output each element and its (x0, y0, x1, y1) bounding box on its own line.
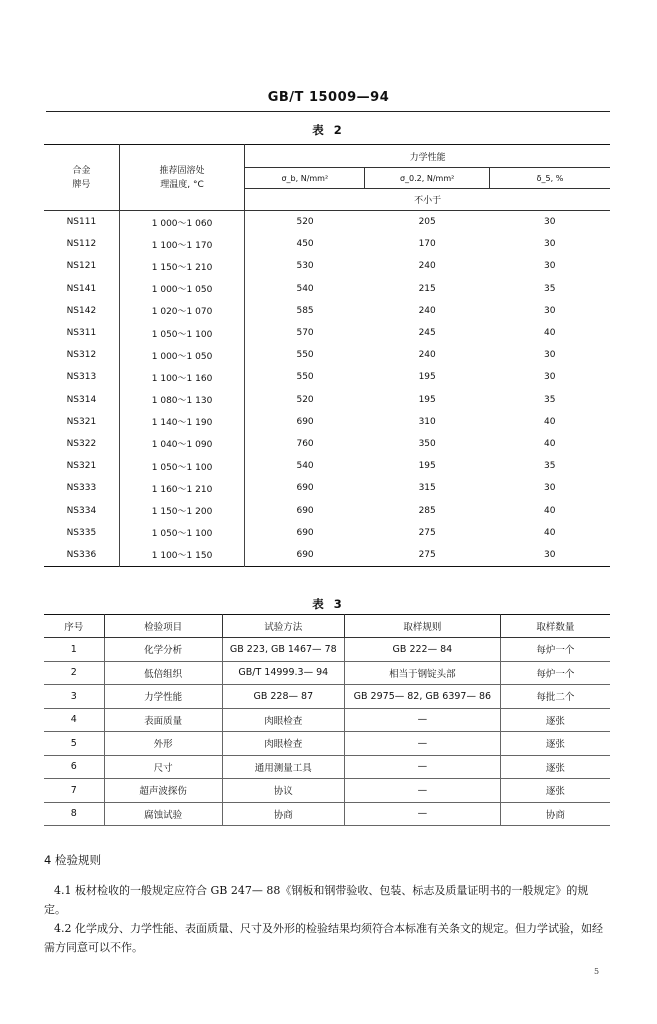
item-cell: 尺寸 (104, 755, 222, 779)
item-cell: 低倍组织 (104, 661, 222, 685)
seq-cell: 8 (44, 802, 104, 826)
sampling-qty-cell: 逐张 (500, 755, 610, 779)
table-3 (44, 614, 610, 826)
sampling-qty-cell: 协商 (500, 802, 610, 826)
table2-caption: 表 2 (312, 123, 345, 137)
sigma-02-cell: 310 (418, 416, 436, 427)
table-row (44, 685, 610, 709)
grade-cell: NS121 (44, 255, 119, 277)
sigma-02-cell: 205 (418, 217, 436, 228)
table3-caption: 表 3 (312, 597, 345, 611)
sigma-02-cell: 215 (418, 283, 436, 294)
table-row (44, 732, 610, 756)
temp-cell: 1 000～1 060 (119, 211, 245, 234)
table-row (44, 300, 610, 322)
method-cell: 肉眼检查 (222, 732, 344, 756)
clause-4-1: 4.1 板材检收的一般规定应符合 GB 247— 88《钢板和钢带验收、包装、标志及质量证明书的一般规定》的规定。 (44, 884, 589, 916)
header-sampling-qty: 取样数量 (500, 615, 610, 638)
sigma-02-cell: 275 (418, 549, 436, 560)
seq-cell: 7 (44, 779, 104, 803)
temp-cell: 1 100～1 170 (119, 233, 245, 255)
grade-cell: NS311 (44, 322, 119, 344)
table-row (44, 499, 610, 521)
sampling-rule-cell: GB 222— 84 (344, 638, 500, 662)
sampling-rule-cell: — (344, 802, 500, 826)
delta5-cell: 40 (543, 527, 556, 538)
sigma-b-cell: 550 (296, 350, 314, 361)
delta5-cell: 35 (543, 394, 556, 405)
header-sampling-rule: 取样规则 (344, 615, 500, 638)
header-method: 试验方法 (222, 615, 344, 638)
sampling-rule-cell: — (344, 732, 500, 756)
method-cell: 肉眼检查 (222, 708, 344, 732)
sigma-02-cell: 195 (418, 394, 436, 405)
delta5-cell: 30 (543, 261, 556, 272)
grade-cell: NS321 (44, 455, 119, 477)
delta5-cell: 40 (543, 328, 556, 339)
header-seq: 序号 (44, 615, 104, 638)
grade-cell: NS334 (44, 499, 119, 521)
sigma-b-cell: 520 (296, 394, 314, 405)
sigma-02-cell: 350 (418, 438, 436, 449)
method-cell: 协商 (222, 802, 344, 826)
seq-cell: 4 (44, 708, 104, 732)
sigma-b-cell: 540 (296, 283, 314, 294)
delta5-cell: 30 (543, 350, 556, 361)
seq-cell: 5 (44, 732, 104, 756)
item-cell: 外形 (104, 732, 222, 756)
sampling-qty-cell: 每炉一个 (500, 638, 610, 662)
sigma-b-cell: 520 (296, 217, 314, 228)
table-row (44, 389, 610, 411)
sampling-qty-cell: 逐张 (500, 779, 610, 803)
sampling-rule-cell: 相当于钢锭头部 (344, 661, 500, 685)
sigma-b-cell: 690 (296, 416, 314, 427)
table-row (44, 779, 610, 803)
table-row (44, 477, 610, 499)
delta5-cell: 35 (543, 461, 556, 472)
sigma-02-cell: 315 (418, 483, 436, 494)
grade-cell: NS142 (44, 300, 119, 322)
header-mech: 力学性能 (245, 145, 610, 168)
grade-cell: NS314 (44, 389, 119, 411)
item-cell: 腐蚀试验 (104, 802, 222, 826)
temp-cell: 1 000～1 050 (119, 278, 245, 300)
header-sigma-b: σ_b, N/mm² (245, 168, 365, 189)
table-row (44, 522, 610, 544)
sigma-b-cell: 450 (296, 239, 314, 250)
sigma-b-cell: 690 (296, 527, 314, 538)
sigma-02-cell: 195 (418, 461, 436, 472)
method-cell: GB 223, GB 1467— 78 (222, 638, 344, 662)
item-cell: 力学性能 (104, 685, 222, 709)
table-row (44, 366, 610, 388)
temp-cell: 1 020～1 070 (119, 300, 245, 322)
table-row (44, 211, 610, 234)
header-item: 检验项目 (104, 615, 222, 638)
table-2 (44, 144, 610, 567)
sigma-b-cell: 570 (296, 328, 314, 339)
delta5-cell: 40 (543, 438, 556, 449)
sampling-qty-cell: 逐张 (500, 732, 610, 756)
table-row (44, 411, 610, 433)
method-cell: 协议 (222, 779, 344, 803)
delta5-cell: 30 (543, 483, 556, 494)
temp-cell: 1 080～1 130 (119, 389, 245, 411)
temp-cell: 1 140～1 190 (119, 411, 245, 433)
header-grade: 合金 牌号 (44, 145, 119, 211)
sampling-rule-cell: GB 2975— 82, GB 6397— 86 (344, 685, 500, 709)
header-rule (46, 111, 610, 112)
item-cell: 化学分析 (104, 638, 222, 662)
temp-cell: 1 150～1 210 (119, 255, 245, 277)
sigma-02-cell: 240 (418, 350, 436, 361)
table-row (44, 708, 610, 732)
sigma-b-cell: 760 (296, 438, 314, 449)
standard-code: GB/T 15009—94 (267, 90, 390, 105)
grade-cell: NS112 (44, 233, 119, 255)
delta5-cell: 30 (543, 549, 556, 560)
temp-cell: 1 050～1 100 (119, 322, 245, 344)
section-4-heading: 4 检验规则 (44, 853, 101, 867)
method-cell: GB/T 14999.3— 94 (222, 661, 344, 685)
sigma-b-cell: 585 (296, 305, 314, 316)
sigma-02-cell: 170 (418, 239, 436, 250)
temp-cell: 1 150～1 200 (119, 499, 245, 521)
grade-cell: NS321 (44, 411, 119, 433)
sampling-rule-cell: — (344, 755, 500, 779)
table-row (44, 233, 610, 255)
table-row (44, 544, 610, 567)
header-temp: 推荐固溶处 理温度, °C (119, 145, 245, 211)
item-cell: 表面质量 (104, 708, 222, 732)
header-delta5: δ_5, % (489, 168, 610, 189)
grade-cell: NS141 (44, 278, 119, 300)
table-row (44, 344, 610, 366)
sampling-qty-cell: 每炉一个 (500, 661, 610, 685)
temp-cell: 1 050～1 100 (119, 455, 245, 477)
seq-cell: 3 (44, 685, 104, 709)
grade-cell: NS312 (44, 344, 119, 366)
grade-cell: NS313 (44, 366, 119, 388)
delta5-cell: 30 (543, 305, 556, 316)
sigma-02-cell: 245 (418, 328, 436, 339)
sigma-b-cell: 550 (296, 372, 314, 383)
seq-cell: 2 (44, 661, 104, 685)
temp-cell: 1 050～1 100 (119, 522, 245, 544)
delta5-cell: 40 (543, 416, 556, 427)
sigma-b-cell: 690 (296, 549, 314, 560)
method-cell: 通用测量工具 (222, 755, 344, 779)
clause-4-2: 4.2 化学成分、力学性能、表面质量、尺寸及外形的检验结果均须符合本标准有关条文的规定。但力学试验，如经需方同意可以不作。 (44, 922, 603, 954)
temp-cell: 1 100～1 160 (119, 366, 245, 388)
header-sigma-02: σ_0.2, N/mm² (365, 168, 490, 189)
temp-cell: 1 100～1 150 (119, 544, 245, 567)
sigma-02-cell: 275 (418, 527, 436, 538)
table-row (44, 322, 610, 344)
sigma-02-cell: 240 (418, 261, 436, 272)
table-row (44, 755, 610, 779)
method-cell: GB 228— 87 (222, 685, 344, 709)
page-number: 5 (594, 967, 600, 976)
table-row (44, 433, 610, 455)
sigma-b-cell: 690 (296, 483, 314, 494)
sampling-rule-cell: — (344, 708, 500, 732)
delta5-cell: 30 (543, 217, 556, 228)
sampling-qty-cell: 每批二个 (500, 685, 610, 709)
delta5-cell: 40 (543, 505, 556, 516)
temp-cell: 1 000～1 050 (119, 344, 245, 366)
item-cell: 超声波探伤 (104, 779, 222, 803)
table-row (44, 638, 610, 662)
sigma-b-cell: 530 (296, 261, 314, 272)
sigma-b-cell: 690 (296, 505, 314, 516)
grade-cell: NS333 (44, 477, 119, 499)
table-row (44, 661, 610, 685)
sampling-qty-cell: 逐张 (500, 708, 610, 732)
header-min-note: 不小于 (245, 189, 610, 211)
seq-cell: 1 (44, 638, 104, 662)
table-row (44, 255, 610, 277)
delta5-cell: 35 (543, 283, 556, 294)
table-row (44, 802, 610, 826)
sigma-b-cell: 540 (296, 461, 314, 472)
grade-cell: NS111 (44, 211, 119, 234)
sigma-02-cell: 285 (418, 505, 436, 516)
temp-cell: 1 040～1 090 (119, 433, 245, 455)
grade-cell: NS322 (44, 433, 119, 455)
sampling-rule-cell: — (344, 779, 500, 803)
temp-cell: 1 160～1 210 (119, 477, 245, 499)
sigma-02-cell: 240 (418, 305, 436, 316)
seq-cell: 6 (44, 755, 104, 779)
sigma-02-cell: 195 (418, 372, 436, 383)
table-row (44, 278, 610, 300)
delta5-cell: 30 (543, 372, 556, 383)
delta5-cell: 30 (543, 239, 556, 250)
grade-cell: NS336 (44, 544, 119, 567)
grade-cell: NS335 (44, 522, 119, 544)
table-row (44, 455, 610, 477)
